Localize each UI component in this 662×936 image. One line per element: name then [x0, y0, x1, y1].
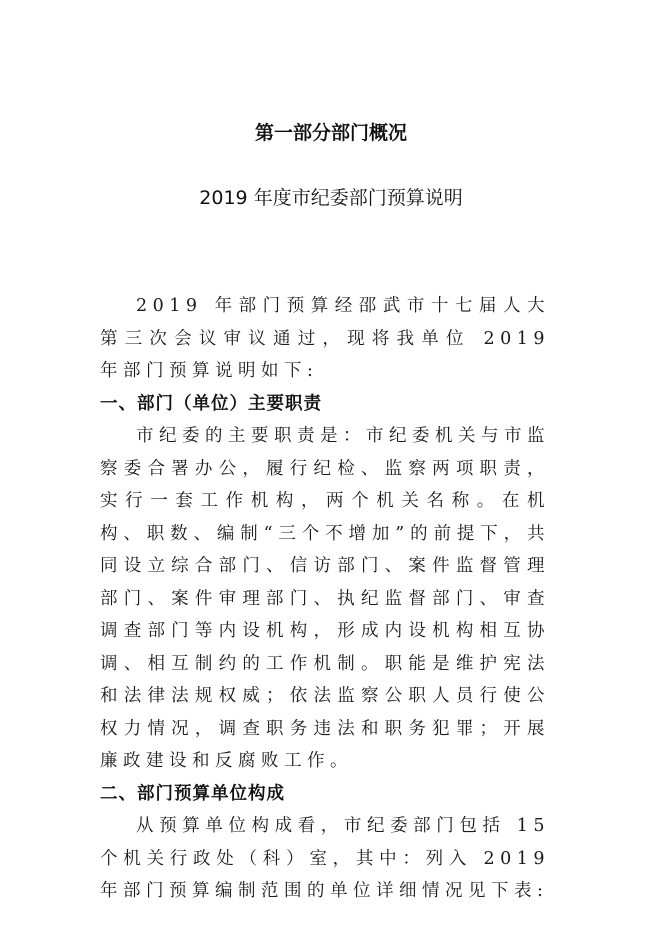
document-body	[100, 290, 550, 908]
section-paragraph-units: 从预算单位构成看，市纪委部门包括 15 个机关行政处（科）室，其中：列入 2019 年部门预算编制范围的单位详细情况见下表:	[100, 816, 550, 901]
section-paragraph-duties: 市纪委的主要职责是：市纪委机关与市监察委合署办公，履行纪检、监察两项职责，实行一套工作机构，两个机关名称。在机构、职数、编制“三个不增加”的前提下，共同设立综合部门、信访部门、案件监督管理部门、案件审理部门、执纪监督部门、审查调查部门等内设机构，形成内设机构相互协调、相互制约的工作机制。职能是维护宪法和法律法规权威；依法监察公职人员行使公权力情况，调查职务违法和职务犯罪；开展廉政建设和反腐败工作。	[100, 426, 550, 771]
part-title: 第一部分部门概况	[254, 122, 407, 144]
document-title: 2019 年度市纪委部门预算说明	[199, 187, 463, 209]
section-heading-units: 二、部门预算单位构成	[100, 783, 285, 804]
section-heading-duties: 一、部门（单位）主要职责	[100, 393, 322, 414]
intro-paragraph: 2019 年部门预算经邵武市十七届人大第三次会议审议通过，现将我单位 2019 年部门预算说明如下:	[100, 296, 550, 381]
